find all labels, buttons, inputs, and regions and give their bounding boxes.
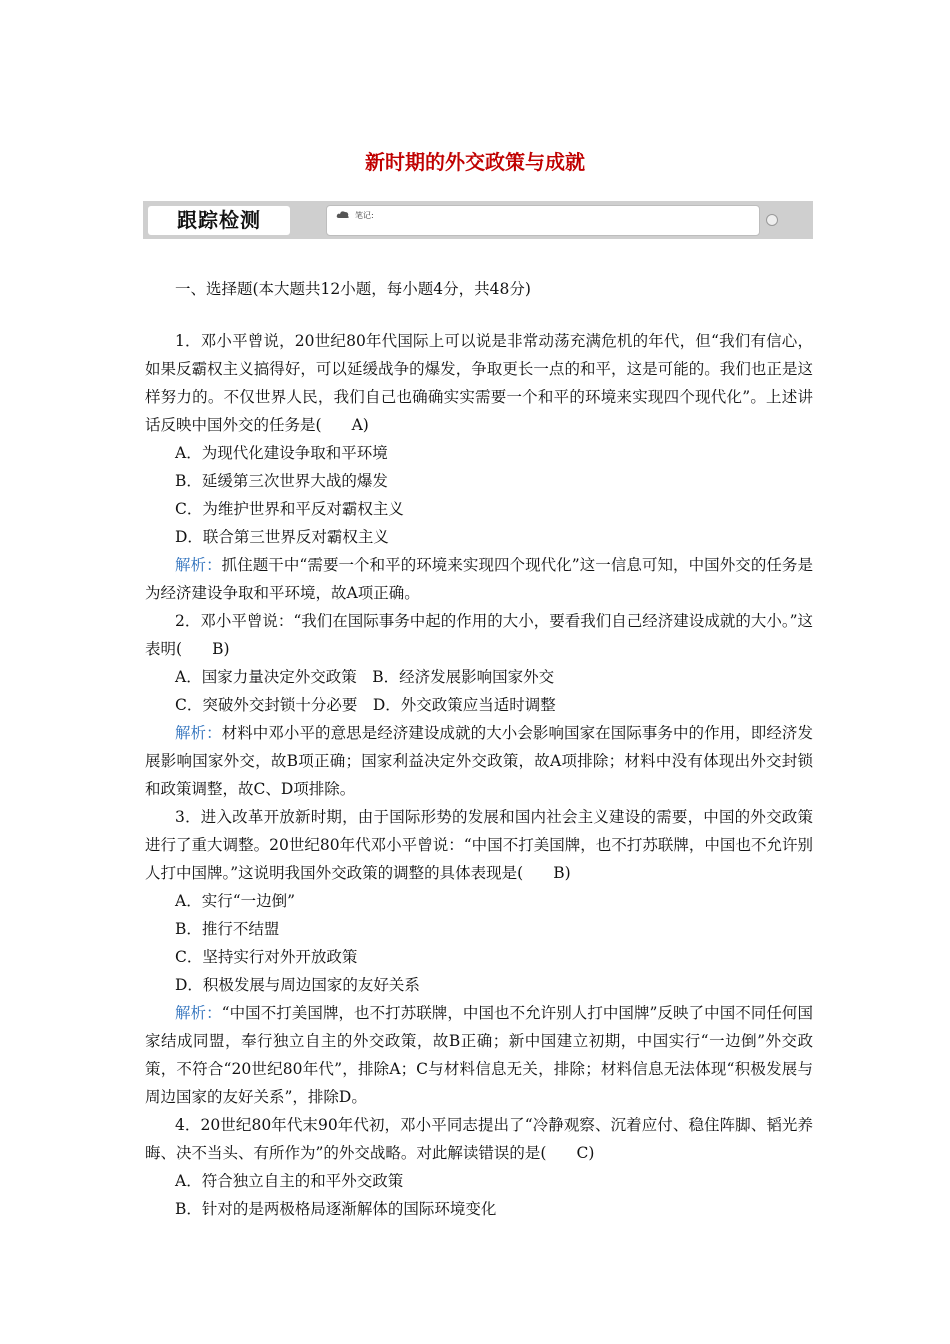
option: D．联合第三世界反对霸权主义	[175, 528, 389, 546]
question-stem: 2．邓小平曾说：“我们在国际事务中起的作用的大小，要看我们自己经济建设成就的大小。”这表明( B)	[145, 607, 813, 663]
question-stem: 3．进入改革开放新时期，由于国际形势的发展和国内社会主义建设的需要，中国的外交政策进行了重大调整。20世纪80年代邓小平曾说：“中国不打美国牌，也不打苏联牌，中国也不允许别人打中国牌。”这说明我国外交政策的调整的具体表现是( B)	[145, 803, 813, 887]
section-tag: 跟踪检测	[148, 206, 290, 235]
option: C．坚持实行对外开放政策	[175, 948, 358, 966]
analysis-label: 解析：	[175, 724, 222, 742]
answer-letter: B	[553, 864, 565, 882]
settings-icon[interactable]	[766, 214, 778, 226]
analysis	[145, 999, 813, 1111]
analysis-text: 抓住题干中“需要一个和平的环境来实现四个现代化”这一信息可知，中国外交的任务是为经济建设争取和平环境，故A项正确。	[145, 556, 813, 602]
analysis-label: 解析：	[175, 1004, 222, 1022]
analysis	[145, 551, 813, 607]
tracking-banner	[143, 201, 813, 239]
answer-letter: C	[576, 1144, 589, 1162]
stem-text: 4．20世纪80年代末90年代初，邓小平同志提出了“冷静观察、沉着应付、稳住阵脚、韬光养晦、决不当头、有所作为”的外交战略。对此解读错误的是(	[145, 1116, 813, 1162]
analysis-text: “中国不打美国牌，也不打苏联牌，中国也不允许别人打中国牌”反映了中国不同任何国家结成同盟，奉行独立自主的外交政策，故B正确；新中国建立初期，中国实行“一边倒”外交政策，不符合“20世纪80年代”，排除A；C与材料信息无关，排除；材料信息无法体现“积极发展与周边国家的友好关系”，排除D。	[145, 1004, 813, 1106]
question-stem: 1．邓小平曾说，20世纪80年代国际上可以说是非常动荡充满危机的年代，但“我们有信心，如果反霸权主义搞得好，可以延缓战争的爆发，争取更长一点的和平，这是可能的。我们也正是这样努力的。不仅世界人民，我们自己也确确实实需要一个和平的环境来实现四个现代化”。上述讲话反映中国外交的任务是( A)	[145, 327, 813, 439]
note-field[interactable]	[326, 205, 760, 236]
answer-letter: B	[212, 640, 224, 658]
option: C．为维护世界和平反对霸权主义	[175, 500, 404, 518]
analysis-label: 解析：	[175, 556, 222, 574]
analysis-text: 材料中邓小平的意思是经济建设成就的大小会影响国家在国际事务中的作用，即经济发展影响国家外交，故B项正确；国家利益决定外交政策，故A项排除；材料中没有体现出外交封锁和政策调整，故C、D项排除。	[145, 724, 813, 798]
note-label: 笔记:	[355, 211, 374, 220]
option: A．为现代化建设争取和平环境	[175, 444, 388, 462]
option: B．推行不结盟	[175, 920, 280, 938]
stem-text: 3．进入改革开放新时期，由于国际形势的发展和国内社会主义建设的需要，中国的外交政策进行了重大调整。20世纪80年代邓小平曾说：“中国不打美国牌，也不打苏联牌，中国也不允许别人打中国牌。”这说明我国外交政策的调整的具体表现是(	[145, 808, 813, 882]
answer-letter: A	[351, 416, 363, 434]
question-content	[145, 275, 813, 1223]
analysis	[145, 719, 813, 803]
question-stem: 4．20世纪80年代末90年代初，邓小平同志提出了“冷静观察、沉着应付、稳住阵脚、韬光养晦、决不当头、有所作为”的外交战略。对此解读错误的是( C)	[145, 1111, 813, 1167]
stem-text: 1．邓小平曾说，20世纪80年代国际上可以说是非常动荡充满危机的年代，但“我们有信心，如果反霸权主义搞得好，可以延缓战争的爆发，争取更长一点的和平，这是可能的。我们也正是这样努力的。不仅世界人民，我们自己也确确实实需要一个和平的环境来实现四个现代化”。上述讲话反映中国外交的任务是(	[145, 332, 813, 434]
option: D．积极发展与周边国家的友好关系	[175, 976, 420, 994]
option: B．针对的是两极格局逐渐解体的国际环境变化	[175, 1200, 497, 1218]
option: A．符合独立自主的和平外交政策	[175, 1172, 404, 1190]
stem-text: 2．邓小平曾说：“我们在国际事务中起的作用的大小，要看我们自己经济建设成就的大小。”这表明(	[145, 612, 813, 658]
option: B．延缓第三次世界大战的爆发	[175, 472, 388, 490]
cloud-icon	[336, 210, 350, 219]
option: A．实行“一边倒”	[175, 892, 296, 910]
section-heading: 一、选择题(本大题共12小题，每小题4分，共48分)	[175, 280, 531, 298]
option: C．突破外交封锁十分必要 D．外交政策应当适时调整	[175, 696, 556, 714]
option: A．国家力量决定外交政策 B．经济发展影响国家外交	[175, 668, 555, 686]
page-title: 新时期的外交政策与成就	[365, 150, 585, 174]
